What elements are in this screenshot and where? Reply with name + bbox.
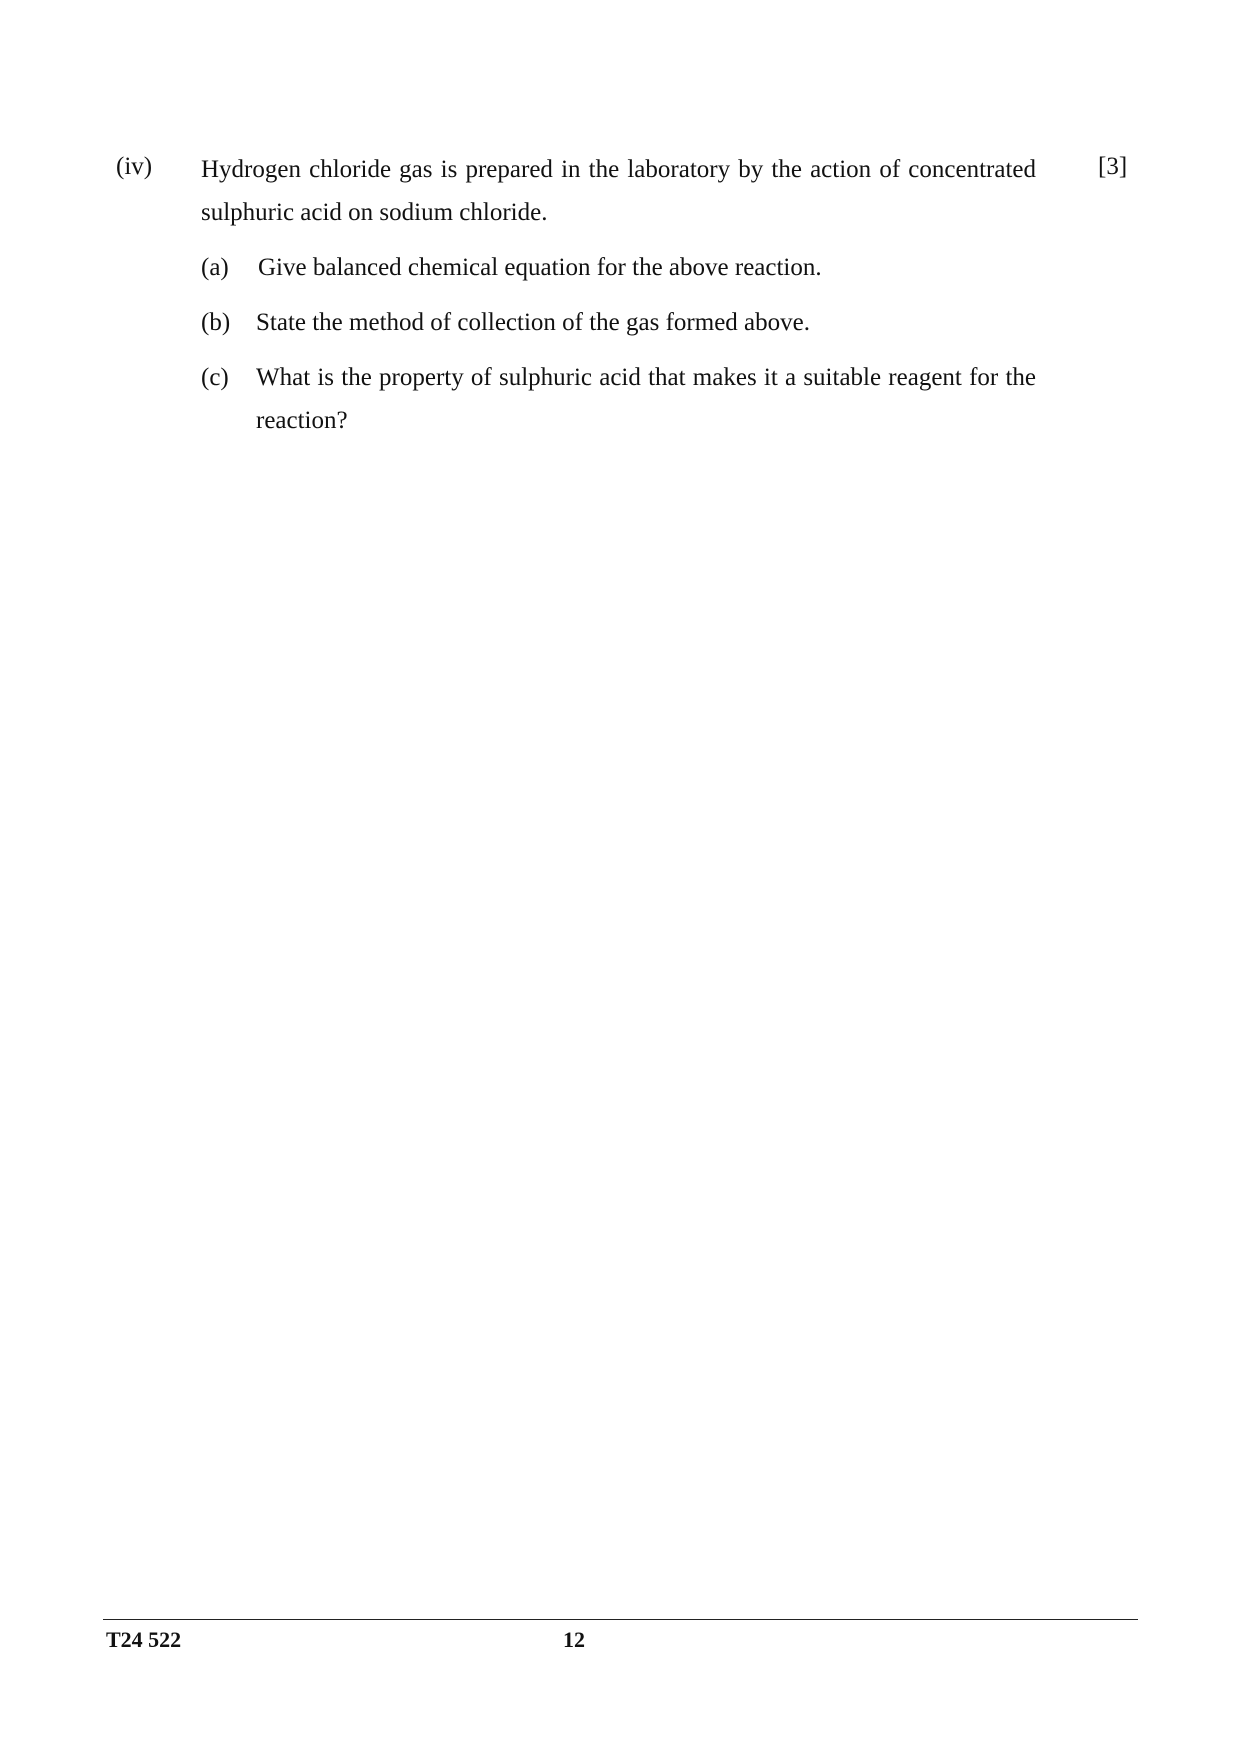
question-marks: [3] bbox=[1098, 153, 1128, 180]
sub-question-text: Give balanced chemical equation for the above reaction. bbox=[258, 254, 822, 281]
sub-question-label: (b) bbox=[201, 309, 231, 336]
footer-divider bbox=[103, 1619, 1138, 1620]
sub-question-label: (c) bbox=[201, 364, 229, 391]
question-number: (iv) bbox=[116, 153, 153, 180]
page-number: 12 bbox=[563, 1627, 585, 1652]
question-stem: Hydrogen chloride gas is prepared in the laboratory by the action of concentrated sulphuric acid on sodium chloride. bbox=[201, 156, 1036, 226]
sub-question-label: (a) bbox=[201, 254, 229, 281]
paper-code: T24 522 bbox=[106, 1627, 182, 1652]
sub-question-text: What is the property of sulphuric acid that makes it a suitable reagent for the reaction? bbox=[256, 364, 1036, 434]
sub-question-text: State the method of collection of the gas formed above. bbox=[256, 309, 810, 336]
